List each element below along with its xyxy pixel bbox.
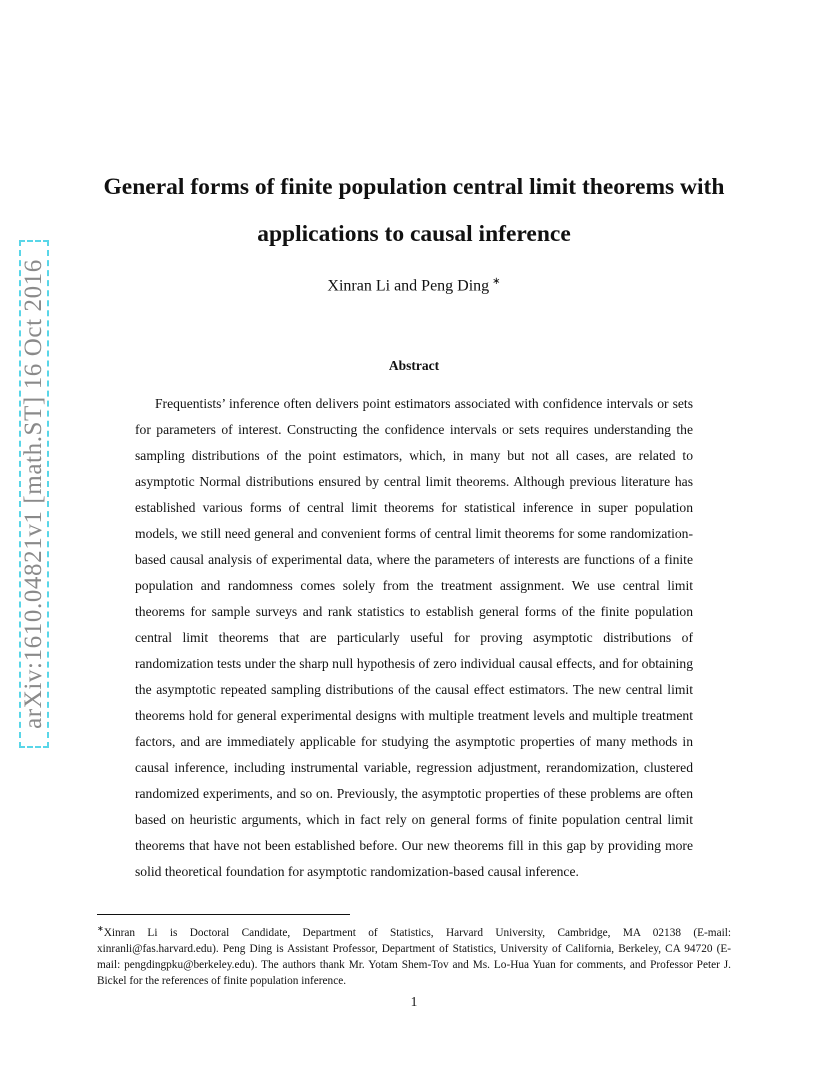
footnote-divider bbox=[97, 914, 350, 915]
arxiv-identifier: arXiv:1610.04821v1 [math.ST] 16 Oct 2016 bbox=[20, 259, 47, 729]
page-number: 1 bbox=[410, 994, 418, 1009]
arxiv-identifier-stamp bbox=[19, 240, 49, 748]
abstract-body: Frequentists’ inference often delivers point estimators associated with confidence intervals or sets for parameters of interest. Constructing the confidence intervals or sets requires understanding the sampling distributions of the point estimators, which, in many but not all cases, are related to asymptotic Normal distributions ensured by central limit theorems. Although previous literature has established various forms of central limit theorems for statistical inference in super population models, we still need general and convenient forms of central limit theorems for some randomization-based causal analysis of experimental data, where the parameters of interests are functions of a finite population and randomness comes solely from the treatment assignment. We use central limit theorems for sample surveys and rank statistics to establish general forms of the finite population central limit theorems that are particularly useful for proving asymptotic distributions of randomization tests under the sharp null hypothesis of zero individual causal effects, and for obtaining the asymptotic repeated sampling distributions of the causal effect estimators. The new central limit theorems hold for general experimental designs with multiple treatment levels and multiple treatment factors, and are immediately applicable for studying the asymptotic properties of many methods in causal inference, including instrumental variable, regression adjustment, rerandomization, clustered randomized experiments, and so on. Previously, the asymptotic properties of these problems are often based on heuristic arguments, which in fact rely on general forms of finite population central limit theorems that have not been established before. Our new theorems fill in this gap by providing more solid theoretical foundation for asymptotic randomization-based causal inference. bbox=[135, 396, 693, 879]
footnote bbox=[97, 921, 731, 990]
author-names: Xinran Li and Peng Ding bbox=[327, 277, 490, 295]
author-footnote-mark: ∗ bbox=[492, 276, 501, 287]
abstract-heading: Abstract bbox=[388, 358, 440, 373]
paper-title: General forms of finite population central limit theorems with applications to causal inference bbox=[103, 174, 725, 247]
footnote-mark: ∗ bbox=[97, 924, 104, 933]
footnote-text: Xinran Li is Doctoral Candidate, Department of Statistics, Harvard University, Cambridge, MA 02138 (E-mail: xinranli@fas.harvard.edu). Peng Ding is Assistant Professor, Department of Statistics, University of California, Berkeley, CA 94720 (E-mail: pengdingpku@berkeley.edu). The authors thank Mr. Yotam Shem-Tov and Ms. Lo-Hua Yuan for comments, and Professor Peter J. Bickel for the references of finite population inference. bbox=[97, 926, 731, 988]
paper-authors bbox=[100, 276, 728, 295]
